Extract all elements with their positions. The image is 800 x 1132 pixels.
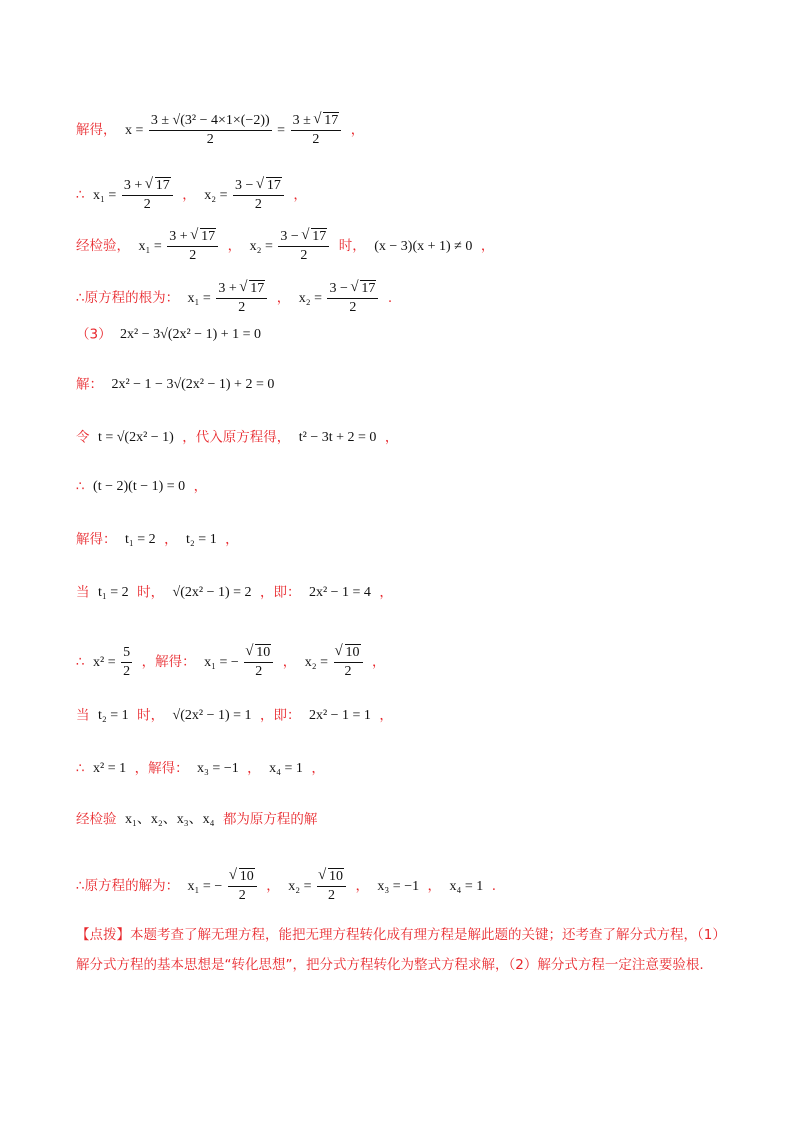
fraction: [121, 644, 132, 681]
num-part: 3 −: [329, 281, 348, 296]
solution-line-7: [76, 431, 398, 445]
label-yuan-gen: ∴原方程的根为：: [76, 289, 180, 306]
solution-line-12: [76, 709, 393, 723]
fraction: [216, 280, 267, 317]
fraction-numerator: [278, 228, 329, 247]
solution-line-1: [76, 112, 364, 149]
fraction-denominator: 2: [312, 132, 320, 147]
t-equation: t² − 3t + 2 = 0: [298, 430, 377, 445]
comma: ，: [282, 653, 297, 670]
label-shi: 时，: [338, 237, 366, 254]
label-ling: 令: [76, 429, 90, 446]
nonzero-check: (x − 3)(x + 1) ≠ 0: [374, 238, 473, 254]
x-squared-one: x² = 1: [93, 761, 127, 776]
sqrt: [257, 177, 282, 195]
radicand: 10: [345, 645, 360, 660]
num-part: 3 +: [123, 178, 143, 193]
x2-eq: x₂ =: [288, 878, 312, 894]
root-x2: [288, 869, 351, 903]
label-shi: 时，: [137, 707, 165, 724]
root-x1: [187, 869, 263, 903]
fraction-numerator: [334, 644, 363, 663]
root-x1: [204, 645, 279, 679]
x2-eq: x₂ =: [304, 654, 329, 670]
fraction: [228, 868, 257, 905]
root-x2: [249, 229, 335, 263]
sqrt: [240, 280, 265, 298]
root-x2: [304, 645, 368, 679]
fraction-denominator: 2: [327, 888, 335, 903]
comma: ，: [311, 760, 325, 777]
radicand: 17: [324, 113, 339, 128]
num-part: 3 +: [218, 281, 237, 296]
fraction: [244, 644, 273, 681]
t1-value: t₁ = 2: [124, 532, 156, 547]
root-x4: x₄ = 1: [269, 761, 303, 776]
fraction-denominator: 2: [254, 197, 262, 212]
fraction-numerator: [244, 644, 273, 663]
x2-eq: x₂ =: [298, 290, 322, 306]
comma: ，: [276, 289, 291, 306]
x1-eq: x₁ =: [93, 187, 117, 203]
label-jianyan: 经检验: [76, 811, 117, 828]
comma: ，: [384, 429, 399, 446]
comma: ，: [225, 531, 239, 548]
sqrt: [230, 868, 255, 886]
radicand: 17: [201, 229, 216, 244]
fraction-denominator: 2: [349, 300, 357, 315]
label-ji: ，即：: [259, 707, 301, 724]
fraction-denominator: 2: [238, 888, 246, 903]
t1-value: t₁ = 2: [97, 585, 129, 600]
label-ji: ，即：: [259, 584, 301, 601]
label-part-3: （3）: [76, 326, 112, 343]
period: .: [387, 289, 393, 306]
period: .: [491, 877, 497, 894]
equation-3: 2x² − 3√(2x² − 1) + 1 = 0: [120, 327, 262, 342]
radicand: 17: [361, 281, 376, 296]
fraction: [334, 644, 363, 681]
fraction-denominator: 2: [123, 664, 131, 679]
x1-eq: x₁ =: [187, 290, 211, 306]
equals: =: [277, 122, 286, 138]
solution-line-14: [76, 813, 317, 827]
radicand: 17: [250, 281, 265, 296]
num-part: 3 +: [169, 229, 188, 244]
radicand: 17: [155, 178, 170, 193]
label-jianyan: 经检验，: [76, 237, 130, 254]
root-x1: [187, 281, 273, 315]
label-jiede: 解得：: [76, 531, 117, 548]
root-x3: x₃ = −1: [197, 761, 239, 776]
fraction-numerator: [327, 280, 378, 299]
label-dou: 都为原方程的解: [222, 811, 318, 828]
fraction-denominator: 2: [238, 300, 246, 315]
sqrt: [319, 868, 344, 886]
root-x4: x₄ = 1: [449, 878, 484, 894]
therefore-symbol: ∴: [76, 653, 85, 670]
comma: ，: [350, 121, 365, 138]
minus: −: [214, 878, 223, 894]
num-part: 3 ±: [292, 113, 311, 128]
sqrt: [351, 280, 376, 298]
num-part: 3 −: [234, 178, 254, 193]
num-part: 3 −: [280, 229, 299, 244]
comma: ，: [480, 237, 495, 254]
problem-3-line: [76, 328, 265, 342]
substitution-def: t = √(2x² − 1): [97, 430, 174, 445]
label-jiede: 解得，: [76, 121, 117, 138]
sqrt-equation-2: √(2x² − 1) = 2: [172, 585, 252, 600]
t2-value: t₂ = 1: [97, 708, 129, 723]
solution-line-10: [76, 586, 393, 600]
minus: −: [230, 654, 239, 670]
sqrt: [246, 644, 271, 662]
quadratic-formula: [124, 113, 347, 147]
root-x3: x₃ = −1: [377, 878, 420, 894]
equation-4: 2x² − 1 = 4: [308, 585, 371, 600]
x2-eq: x₂ =: [204, 187, 228, 203]
t2-value: t₂ = 1: [186, 532, 217, 547]
fraction: [233, 177, 284, 214]
fraction-numerator: [233, 177, 284, 196]
fraction: [278, 228, 329, 265]
fraction-numerator: [317, 868, 346, 887]
therefore-symbol: ∴: [76, 760, 85, 777]
fraction-numerator: [167, 228, 218, 247]
root-x1: [138, 229, 223, 263]
x1-eq: x₁ =: [204, 654, 228, 670]
x-sq-eq: x² =: [93, 654, 116, 670]
root-x2: [298, 281, 384, 315]
equation-1: 2x² − 1 = 1: [308, 708, 371, 723]
fraction-numerator: 3 ± √(3² − 4×1×(−2)): [149, 112, 272, 131]
solution-line-2: [76, 177, 307, 214]
comma: ，: [379, 707, 393, 724]
solution-line-6: [76, 378, 278, 392]
label-jie: 解：: [76, 376, 103, 393]
solution-line-11: [76, 644, 386, 681]
fraction-denominator: 2: [300, 248, 308, 263]
fraction-numerator: [122, 177, 173, 196]
note-paragraph: 【点拨】本题考查了解无理方程，能把无理方程转化成有理方程是解此题的关键；还考查了解分式方程，（1）解分式方程的基本思想是“转化思想”，把分式方程转化为整式方程求解，（2）解分式方程一定注意要验根.: [76, 927, 726, 973]
solution-line-8: [76, 480, 207, 494]
t-factored: (t − 2)(t − 1) = 0: [93, 479, 186, 494]
comma: ，: [427, 877, 442, 894]
sqrt: [314, 112, 339, 130]
solution-line-15: [76, 868, 496, 905]
comma: ，: [227, 237, 242, 254]
solution-line-9: [76, 533, 239, 547]
x-squared-value: [93, 645, 138, 679]
x1-eq: x₁ =: [138, 238, 162, 254]
fraction-denominator: 2: [255, 664, 263, 679]
solution-line-13: [76, 762, 325, 776]
sqrt: [336, 644, 361, 662]
x-eq: x =: [124, 122, 144, 138]
x1-eq: x₁ =: [187, 878, 211, 894]
fraction: [167, 228, 218, 265]
x2-eq: x₂ =: [249, 238, 273, 254]
sqrt: [191, 228, 216, 246]
radicand: 17: [312, 229, 327, 244]
fraction-result: [291, 112, 342, 149]
sqrt-equation-1: √(2x² − 1) = 1: [172, 708, 252, 723]
fraction-numerator: 5: [121, 644, 132, 663]
therefore-symbol: ∴: [76, 186, 85, 203]
fraction-numerator: [291, 112, 342, 131]
comma: ，: [266, 877, 280, 894]
therefore-symbol: ∴: [76, 478, 85, 495]
radicand: 10: [256, 645, 271, 660]
fraction-denominator: 2: [189, 248, 197, 263]
comma: ，: [355, 877, 369, 894]
fraction-formula: [149, 112, 272, 149]
label-jiede: ，解得：: [134, 760, 189, 777]
label-dairu: ，代入原方程得，: [182, 429, 291, 446]
label-yuan-jie: ∴原方程的解为：: [76, 877, 180, 894]
fraction-denominator: 2: [206, 132, 214, 147]
radicand: 17: [266, 178, 281, 193]
comma: ，: [293, 186, 307, 203]
fraction-numerator: [216, 280, 267, 299]
comma: ，: [379, 584, 393, 601]
comma: ，: [247, 760, 261, 777]
comma: ，: [372, 653, 386, 670]
fraction: [317, 868, 346, 905]
fraction-numerator: [228, 868, 257, 887]
sqrt: [302, 228, 327, 246]
solution-line-4: [76, 280, 392, 317]
label-dang: 当: [76, 707, 90, 724]
label-jiede: ，解得：: [141, 653, 196, 670]
equation-3-rewritten: 2x² − 1 − 3√(2x² − 1) + 2 = 0: [111, 377, 275, 392]
fraction-denominator: 2: [143, 197, 151, 212]
comma: ，: [164, 531, 178, 548]
comma: ，: [193, 478, 208, 495]
sqrt: [146, 177, 171, 195]
root-x2: [204, 178, 289, 212]
radicand: 10: [328, 869, 343, 884]
solution-line-3: [76, 228, 494, 265]
label-shi: 时，: [137, 584, 165, 601]
fraction: [327, 280, 378, 317]
fraction-denominator: 2: [344, 664, 352, 679]
radicand: 10: [239, 869, 254, 884]
comma: ，: [182, 186, 196, 203]
root-x1: [93, 178, 178, 212]
label-dang: 当: [76, 584, 90, 601]
all-roots: x₁、x₂、x₃、x₄: [124, 812, 215, 827]
fraction: [122, 177, 173, 214]
